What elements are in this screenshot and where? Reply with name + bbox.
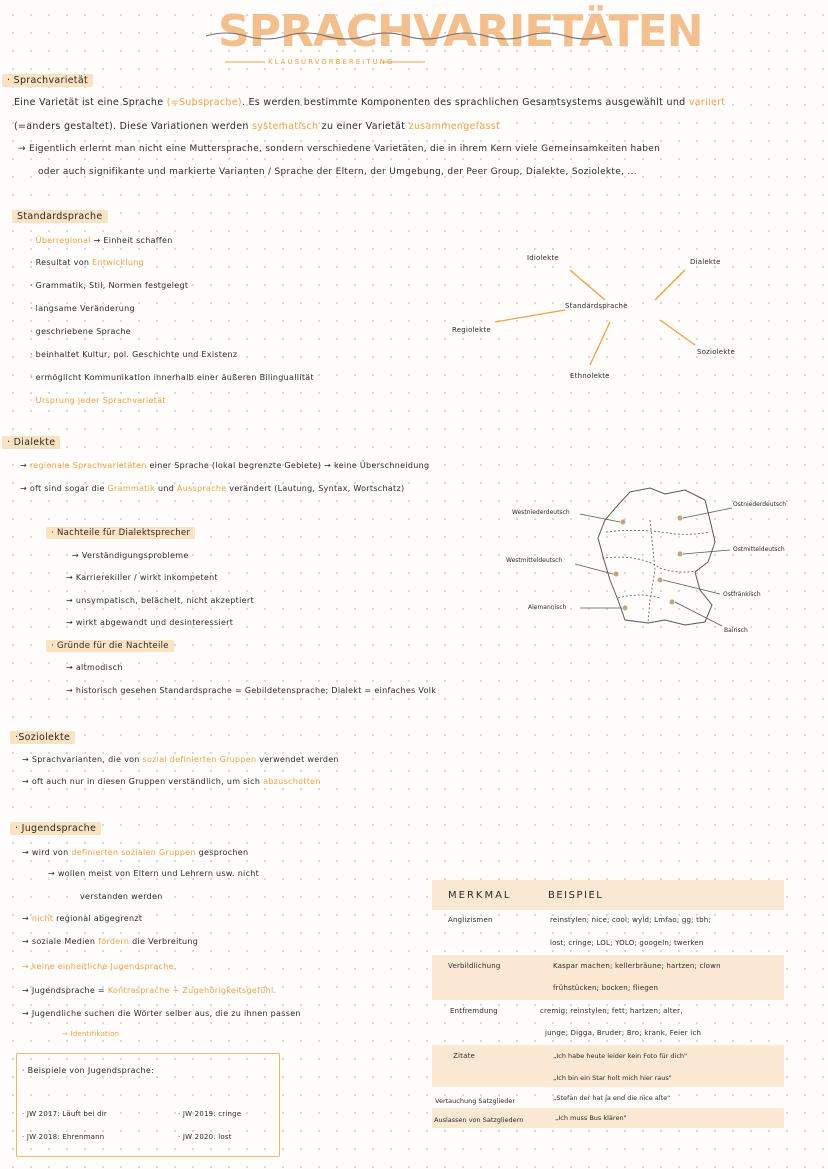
table-row-merkmal: Vertauchung Satzglieder (435, 1097, 515, 1105)
standard-item-3: · Grammatik, Stil, Normen festgelegt (30, 281, 189, 290)
jugend-line-1: → wird von definierten sozialen Gruppen gesprochen (22, 848, 249, 857)
nachteil-3: → unsympatisch, belächelt, nicht akzeptiert (66, 596, 254, 605)
beispiele-box-title: · Beispiele von Jugendsprache: (22, 1066, 155, 1075)
page-title: SPRACHVARIETÄTEN (218, 6, 703, 57)
beispiel-jw-2017: · JW 2017: Läuft bei dir (22, 1110, 107, 1118)
jugend-line-9: → Identifikation (62, 1030, 120, 1038)
table-row-beispiel: Kaspar machen; kellerbräune; hartzen; clown (553, 962, 721, 970)
standardsprache-diagram-lines (440, 250, 800, 390)
jugend-line-6: → keine einheitliche Jugendsprache. (22, 962, 177, 971)
table-col-merkmal: MERKMAL (448, 890, 512, 901)
standard-item-5: · geschriebene Sprache (30, 327, 132, 336)
jugend-line-5: → soziale Medien fördern die Verbreitung (22, 937, 199, 946)
table-row-merkmal: Entfremdung (450, 1007, 498, 1015)
nachteil-1: → Verständigungsprobleme (72, 551, 189, 560)
page-subtitle: KLAUSURVORBEREITUNG (268, 58, 395, 66)
soziolekte-line-2: → oft auch nur in diesen Gruppen verständlich, um sich abzuschotten (22, 777, 321, 786)
table-row-merkmal: Verbildlichung (448, 962, 501, 970)
jugend-line-7: → Jugendsprache = Kontrasprache + Zugehörigkeitsgefühl. (22, 986, 277, 995)
map-label-bairisch: Bairisch (724, 627, 748, 634)
sprachvarietaet-line-1: Eine Varietät ist eine Sprache (=Subsprache). Es werden bestimmte Komponenten des sprachlichen Gesamtsystems ausgewählt und variiert (14, 97, 726, 108)
diagram-dialekte: Dialekte (690, 258, 721, 266)
sprachvarietaet-line-4: oder auch signifikante und markierte Varianten / Sprache der Eltern, der Umgebung, der Peer Group, Dialekte, Soziolekte, ... (38, 167, 637, 177)
standard-item-2: · Resultat von Entwicklung (30, 258, 144, 267)
diagram-soziolekte: Soziolekte (697, 348, 735, 356)
standard-item-1: · Überregional → Einheit schaffen (30, 236, 173, 245)
map-label-alemannisch: Alemannisch (528, 604, 567, 611)
section-heading-sprachvarietaet: · Sprachvarietät (2, 74, 93, 87)
grund-2: → historisch gesehen Standardsprache = Gebildetensprache; Dialekt = einfaches Volk (66, 686, 437, 695)
table-row-beispiel: frühstücken; bocken; fliegen (553, 984, 659, 992)
standard-item-7: · ermöglicht Kommunikation innerhalb einer äußeren Bilinguallität (30, 373, 314, 382)
dialekte-line-2: → oft sind sogar die Grammatik und Aussprache verändert (Lautung, Syntax, Wortschatz) (20, 484, 405, 493)
table-row-beispiel: „Ich bin ein Star holt mich hier raus" (553, 1074, 672, 1082)
title-wave-line (206, 30, 606, 42)
standard-item-8: · Ursprung jeder Sprachvarietät (30, 396, 166, 405)
sprachvarietaet-line-3: → Eigentlich erlernt man nicht eine Muttersprache, sondern verschiedene Varietäten, die in ihrem Kern viele Gemeinsamkeiten haben (18, 144, 661, 154)
map-label-westmitteldeutsch: Westmitteldeutsch (506, 557, 563, 564)
table-col-beispiel: BEISPIEL (548, 890, 604, 901)
jugend-line-3: verstanden werden (80, 892, 163, 901)
beispiel-jw-2020: · JW 2020: lost (178, 1133, 232, 1141)
table-row-beispiel: „Stefan der hat ja end die nice alte" (553, 1094, 671, 1102)
jugend-line-8: → Jugendliche suchen die Wörter selber aus, die zu ihnen passen (22, 1009, 301, 1018)
dialekte-line-1: → regionale Sprachvarietäten einer Sprache (lokal begrenzte Gebiete) → keine Überschneidung (20, 461, 430, 470)
table-row-beispiel: „Ich habe heute leider kein Foto für dich" (553, 1052, 688, 1060)
nachteil-4: → wirkt abgewandt und desinteressiert (66, 618, 234, 627)
section-heading-standardsprache: Standardsprache (12, 210, 108, 223)
standard-item-4: · langsame Veränderung (30, 304, 135, 313)
sprachvarietaet-line-2: (=anders gestaltet). Diese Variationen werden systematisch zu einer Varietät zusammengefasst (14, 121, 500, 132)
table-row-beispiel: „Ich muss Bus klären" (555, 1114, 627, 1122)
gruende-heading: · Gründe für die Nachteile (46, 640, 174, 652)
jugend-line-2: → wollen meist von Eltern und Lehrern usw. nicht (48, 869, 260, 878)
table-row-beispiel: reinstylen; nice; cool; wyld; Lmfao; gg; tbh; (550, 916, 711, 924)
nachteile-heading: · Nachteile für Dialektsprecher (46, 527, 195, 539)
map-label-westniederdeutsch: Westniederdeutsch (512, 509, 570, 516)
table-row-merkmal: Auslassen von Satzgliedern (434, 1116, 524, 1124)
map-label-ostmitteldeutsch: Ostmitteldeutsch (733, 546, 785, 553)
standard-item-6: · beinhaltet Kultur, pol. Geschichte und Existenz (30, 350, 238, 359)
diagram-center-standardsprache: Standardsprache (565, 302, 628, 310)
diagram-idiolekte: Idiolekte (527, 254, 559, 262)
map-label-ostfraenkisch: Ostfränkisch (723, 591, 761, 598)
grund-1: → altmodisch (66, 663, 123, 672)
beispiel-jw-2019: · JW 2019: cringe (178, 1110, 242, 1118)
soziolekte-line-1: → Sprachvarianten, die von sozial definierten Gruppen verwendet werden (22, 755, 339, 764)
subtitle-rule (225, 61, 595, 65)
nachteil-2: → Karrierekiller / wirkt inkompetent (66, 573, 218, 582)
table-row-beispiel: junge; Digga, Bruder; Bro; krank, Feier ich (545, 1029, 702, 1037)
diagram-regiolekte: Regiolekte (452, 326, 491, 334)
table-row-merkmal: Zitate (453, 1052, 476, 1060)
section-heading-soziolekte: ·Soziolekte (10, 731, 75, 744)
map-label-ostniederdeutsch: Ostniederdeutsch (733, 501, 787, 508)
section-heading-dialekte: · Dialekte (2, 436, 60, 449)
beispiel-jw-2018: · JW 2018: Ehrenmann (22, 1133, 105, 1141)
table-row-beispiel: cremig; reinstylen; fett; hartzen; alter, (540, 1007, 683, 1015)
jugend-line-4: → nicht regional abgegrenzt (22, 914, 143, 923)
table-row-beispiel: lost; cringe; LOL; YOLO; googeln; twerken (550, 939, 704, 947)
table-row-merkmal: Anglizismen (448, 916, 493, 924)
diagram-ethnolekte: Ethnolekte (570, 372, 610, 380)
section-heading-jugendsprache: · Jugendsprache (10, 822, 101, 835)
